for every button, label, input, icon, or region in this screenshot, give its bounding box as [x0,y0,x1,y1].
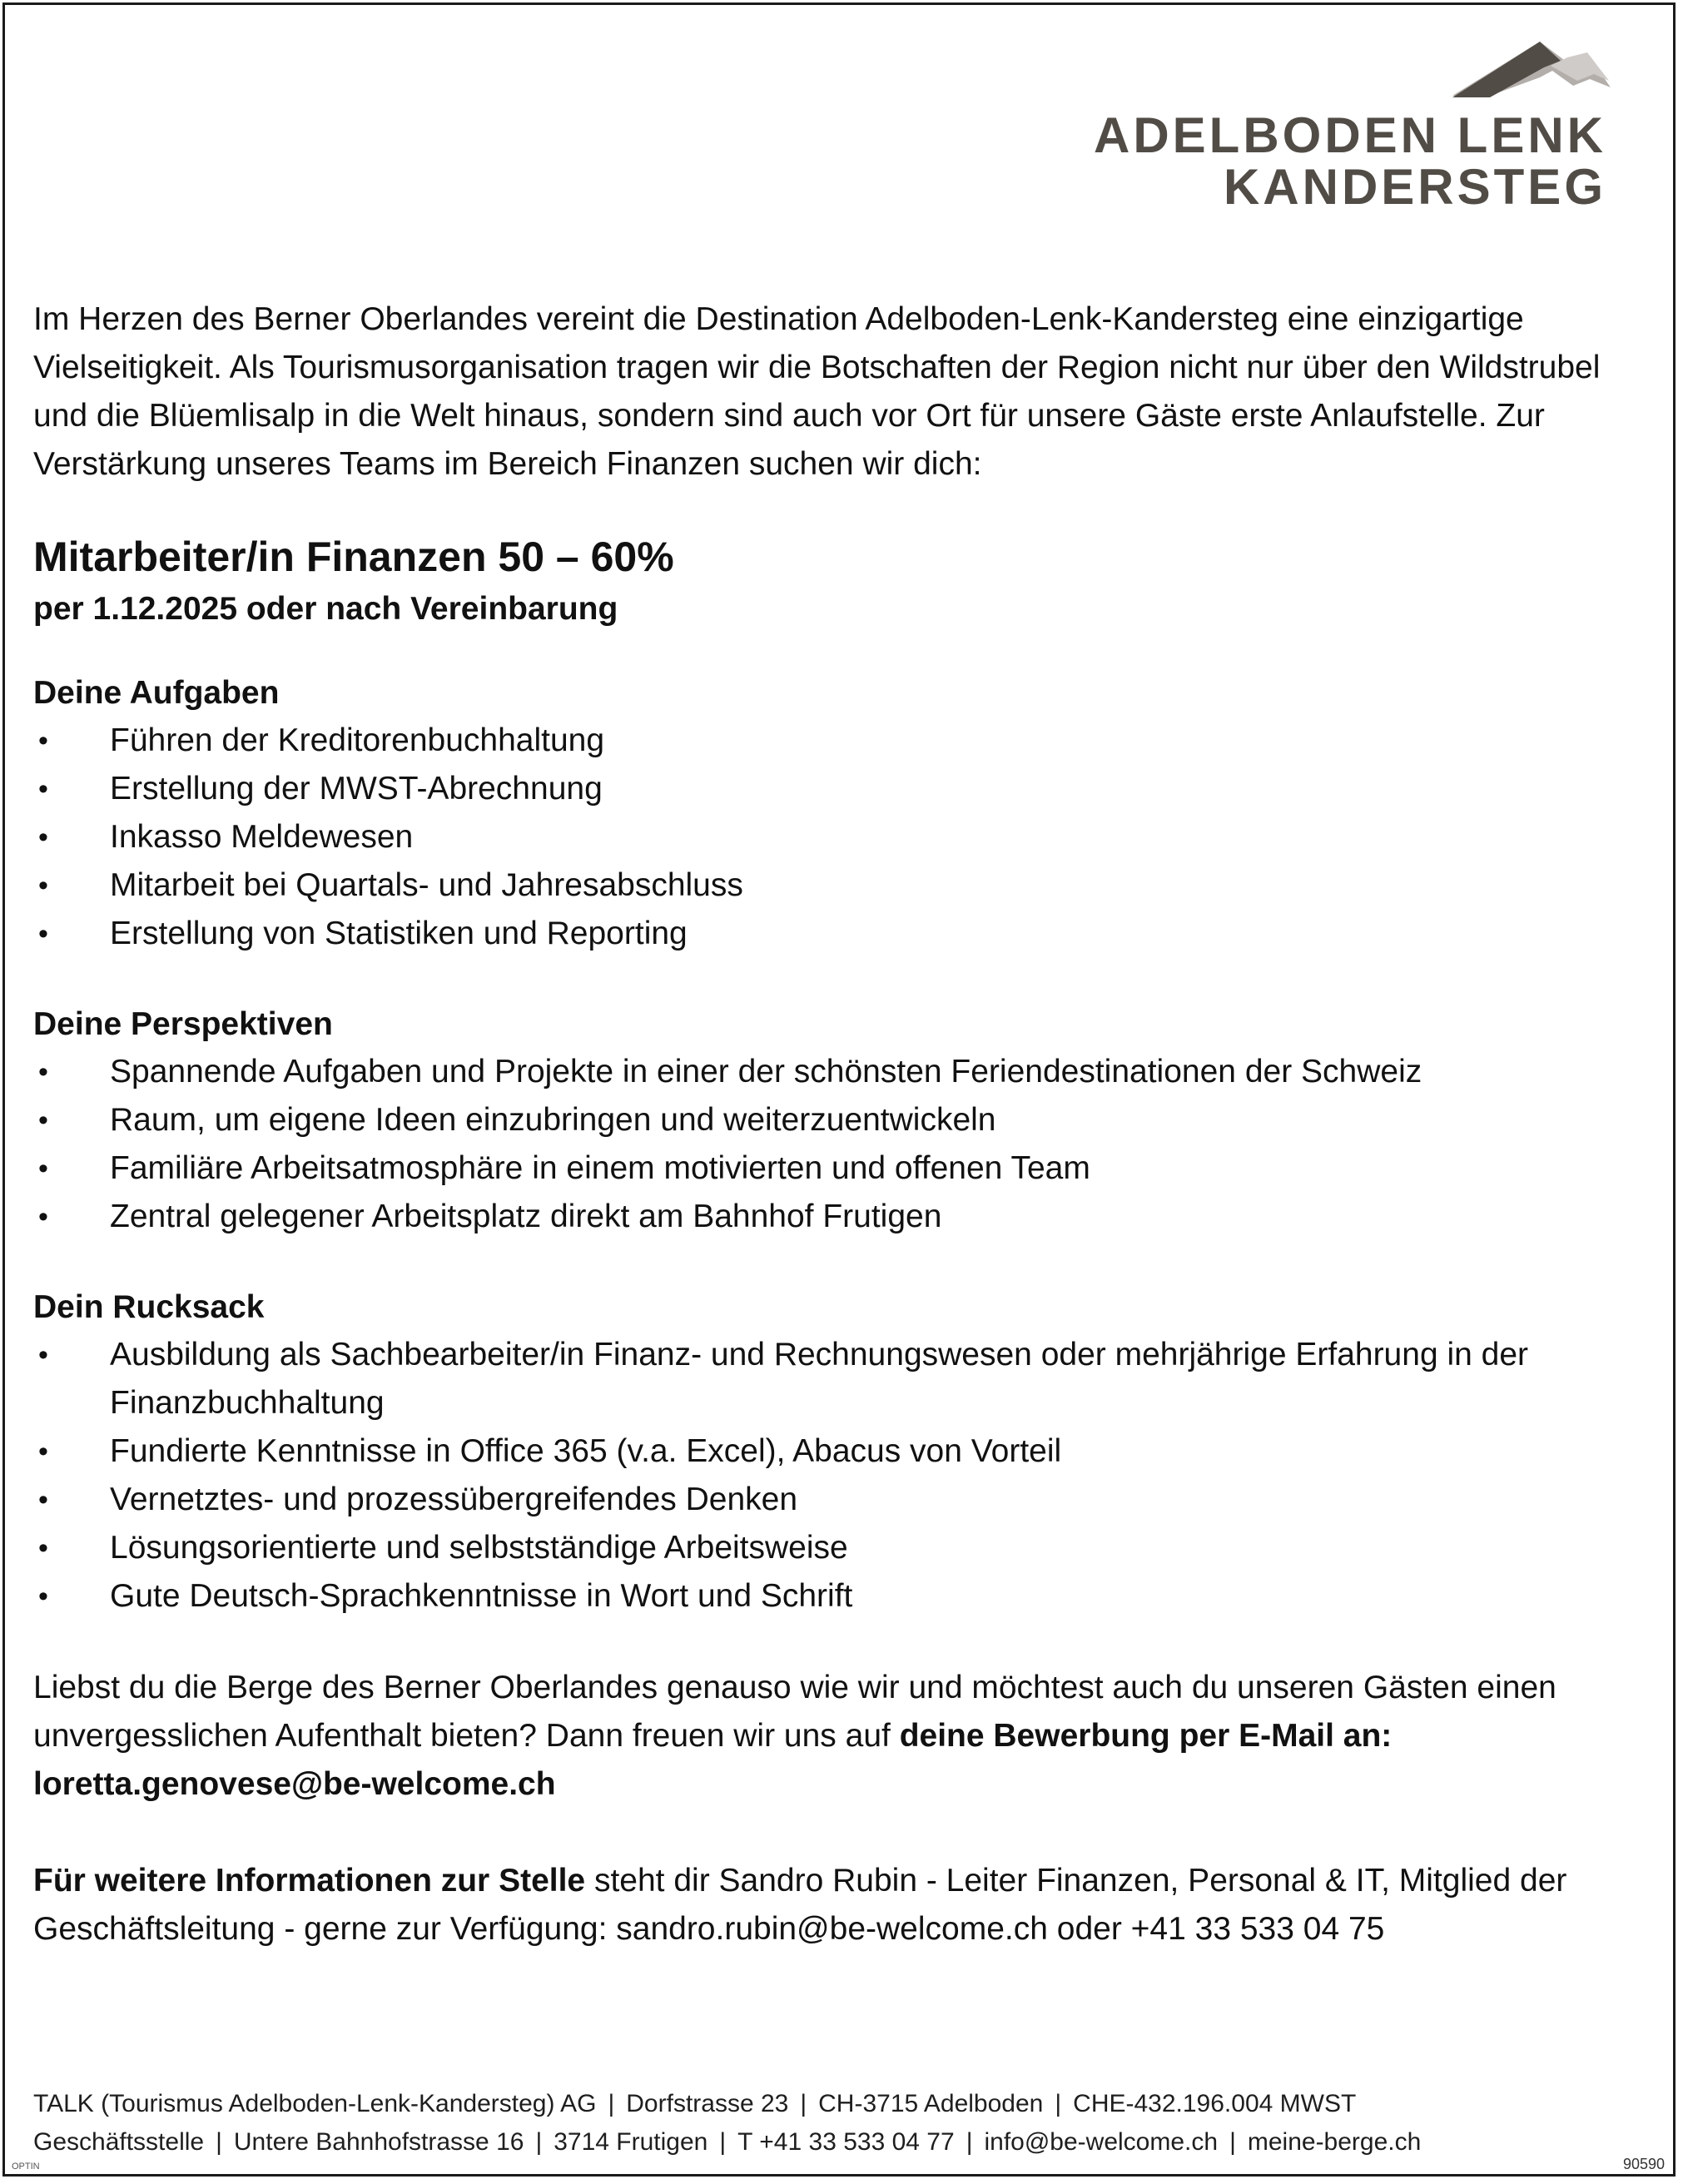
bullet-icon: • [38,1484,48,1516]
contact-bold: Für weitere Informationen zur Stelle [33,1863,586,1899]
section-perspektiven [33,1001,1656,1241]
closing-text: Liebst du die Berge des Berner Oberlandes genauso wie wir und möchtest auch du unseren Gästen einen unvergesslichen Aufenthalt bieten? Dann freuen wir uns auf [33,1670,1556,1754]
bullet-icon: • [38,918,48,950]
job-ad-body [33,295,1656,1953]
bullet-icon: • [38,870,48,901]
section-heading: Dein Rucksack [33,1289,265,1325]
perspective-list [33,1048,1656,1241]
job-title: Mitarbeiter/in Finanzen 50 – 60% [33,534,674,580]
list-item [33,861,1656,910]
bullet-icon: • [38,1339,48,1371]
list-item-text: Raum, um eigene Ideen einzubringen und weiterzuentwickeln [110,1102,996,1138]
list-item-text: Spannende Aufgaben und Projekte in einer der schönsten Feriendestinationen der Schweiz [110,1054,1422,1090]
intro-paragraph: Im Herzen des Berner Oberlandes vereint die Destination Adelboden-Lenk-Kandersteg eine einzigartige Vielseitigkeit. Als Tourismusorganisation tragen wir die Botschaften der Region nicht nur über den Wildstrubel und die Blüemlisalp in die Welt hinaus, sondern sind auch vor Ort für unsere Gäste erste Anlaufstelle. Zur Verstärkung unseres Teams im Bereich Finanzen suchen wir dich: [33,301,1601,482]
list-item [33,1476,1656,1524]
footer-line-1 [33,2085,1421,2123]
list-item-text: Erstellung der MWST-Abrechnung [110,771,603,807]
bullet-icon: • [38,1201,48,1233]
list-item [33,1427,1656,1476]
list-item [33,813,1656,861]
footer-separator: | [719,2128,727,2156]
footer-vat: CHE-432.196.004 MWST [1073,2090,1357,2117]
footer-phone: T +41 33 533 04 77 [737,2128,955,2156]
section-aufgaben [33,670,1656,958]
application-email-link[interactable]: loretta.genovese@be-welcome.ch [33,1766,556,1802]
list-item-text: Mitarbeit bei Quartals- und Jahresabschluss [110,867,743,903]
list-item-text: Zentral gelegener Arbeitsplatz direkt am Bahnhof Frutigen [110,1199,942,1234]
bullet-icon: • [38,1056,48,1088]
list-item-text: Inkasso Meldewesen [110,819,414,855]
list-item [33,1048,1656,1096]
list-item-text: Ausbildung als Sachbearbeiter/in Finanz- und Rechnungswesen oder mehrjährige Erfahrung in der Finanzbuchhaltung [110,1337,1529,1421]
print-code-right: 90590 [1622,2156,1665,2172]
list-item [33,1572,1656,1621]
footer-separator: | [1055,2090,1062,2117]
footer [33,2085,1421,2162]
list-item [33,910,1656,958]
logo-text-line1: ADELBODEN LENK [1093,107,1606,163]
section-rucksack [33,1284,1656,1621]
list-item-text: Lösungsorientierte und selbstständige Arbeitsweise [110,1530,848,1566]
footer-city: CH-3715 Adelboden [818,2090,1044,2117]
footer-street: Dorfstrasse 23 [626,2090,789,2117]
section-heading: Deine Perspektiven [33,1006,333,1042]
footer-line-2 [33,2123,1421,2162]
logo-text-line2: KANDERSTEG [1223,159,1606,215]
footer-office-street: Untere Bahnhofstrasse 16 [233,2128,524,2156]
footer-office-city: 3714 Frutigen [554,2128,708,2156]
bullet-icon: • [38,1153,48,1184]
job-start-date: per 1.12.2025 oder nach Vereinbarung [33,591,618,627]
list-item-text: Gute Deutsch-Sprachkenntnisse in Wort und Schrift [110,1578,853,1614]
list-item [33,1331,1656,1427]
footer-company: TALK (Tourismus Adelboden-Lenk-Kandersteg) AG [33,2090,597,2117]
footer-office: Geschäftsstelle [33,2128,205,2156]
footer-separator: | [966,2128,973,2156]
bullet-icon: • [38,1581,48,1612]
contact-text: steht dir Sandro Rubin - Leiter Finanzen, Personal & IT, Mitglied der Geschäftsleitung - gerne zur Verfügung: sandro.rubin@be-welcome.ch oder +41 33 533 04 75 [33,1863,1567,1947]
list-item-text: Fundierte Kenntnisse in Office 365 (v.a. Excel), Abacus von Vorteil [110,1433,1062,1469]
list-item [33,1193,1656,1241]
bullet-icon: • [38,821,48,853]
list-item [33,1524,1656,1572]
contact-paragraph [33,1857,1656,1953]
list-item-text: Familiäre Arbeitsatmosphäre in einem motivierten und offenen Team [110,1150,1090,1186]
closing-paragraph [33,1664,1656,1809]
task-list [33,717,1656,958]
section-heading: Deine Aufgaben [33,675,280,711]
list-item-text: Führen der Kreditorenbuchhaltung [110,722,605,758]
footer-separator: | [535,2128,543,2156]
bullet-icon: • [38,1532,48,1564]
bullet-icon: • [38,725,48,757]
requirement-list [33,1331,1656,1621]
bullet-icon: • [38,1104,48,1136]
footer-email-link[interactable]: info@be-welcome.ch [984,2128,1219,2156]
footer-separator: | [800,2090,807,2117]
list-item-text: Erstellung von Statistiken und Reporting [110,916,688,951]
footer-separator: | [608,2090,615,2117]
footer-website-link[interactable]: meine-berge.ch [1247,2128,1422,2156]
list-item-text: Vernetztes- und prozessübergreifendes Denken [110,1482,798,1517]
list-item [33,1144,1656,1193]
list-item [33,1096,1656,1144]
print-code-left: OPTIN [12,2162,40,2172]
closing-bold: deine Bewerbung per E-Mail an: [899,1718,1393,1754]
bullet-icon: • [38,773,48,805]
logo [1093,37,1644,215]
list-item [33,765,1656,813]
bullet-icon: • [38,1436,48,1467]
footer-separator: | [1229,2128,1236,2156]
footer-separator: | [216,2128,222,2156]
list-item [33,717,1656,765]
